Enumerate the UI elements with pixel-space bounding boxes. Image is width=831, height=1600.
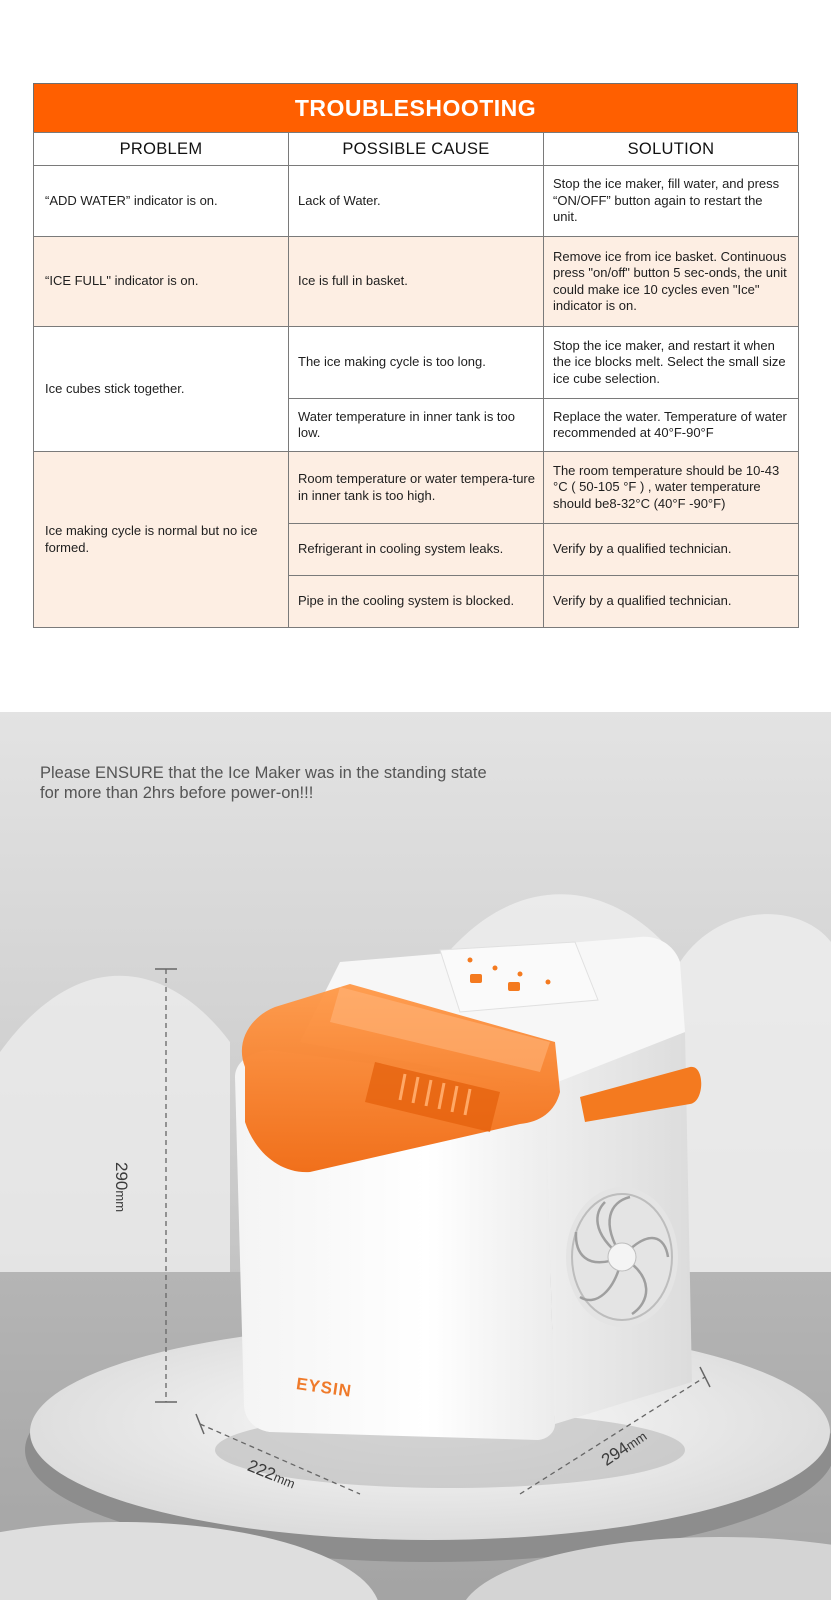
solution-cell: Remove ice from ice basket. Continuous press "on/off" button 5 sec-onds, the unit could make ice 10 cycles even "Ice" indicator is on. bbox=[544, 237, 799, 327]
solution-cell: Stop the ice maker, and restart it when the ice blocks melt. Select the small size ice cube selection. bbox=[544, 327, 799, 399]
troubleshooting-title: TROUBLESHOOTING bbox=[33, 83, 798, 132]
notice-line-2: for more than 2hrs before power-on!!! bbox=[40, 784, 314, 802]
ice-maker-illustration bbox=[0, 712, 831, 1600]
problem-cell: Ice cubes stick together. bbox=[34, 327, 289, 452]
solution-cell: The room temperature should be 10-43 °C ( 50-105 °F ) , water temperature should be8-32°C (40°F -90°F) bbox=[544, 452, 799, 524]
height-dimension-label bbox=[111, 1162, 131, 1212]
table-row bbox=[34, 237, 799, 327]
indicator-light-icon bbox=[518, 972, 523, 977]
notice-line-1: Please ENSURE that the Ice Maker was in the standing state bbox=[40, 764, 487, 782]
problem-cell: “ADD WATER” indicator is on. bbox=[34, 166, 289, 237]
cause-cell: Lack of Water. bbox=[289, 166, 544, 237]
header-possible-cause: POSSIBLE CAUSE bbox=[289, 133, 544, 166]
depth-unit: mm bbox=[623, 1428, 650, 1454]
control-button-icon bbox=[508, 982, 520, 991]
troubleshooting-section bbox=[33, 83, 798, 628]
indicator-light-icon bbox=[493, 966, 498, 971]
cause-cell: Pipe in the cooling system is blocked. bbox=[289, 576, 544, 628]
table-row bbox=[34, 452, 799, 524]
product-photo bbox=[0, 712, 831, 1600]
solution-cell: Replace the water. Temperature of water recommended at 40°F-90°F bbox=[544, 399, 799, 452]
solution-cell: Verify by a qualified technician. bbox=[544, 524, 799, 576]
control-panel bbox=[440, 942, 598, 1012]
height-value: 290 bbox=[112, 1162, 131, 1191]
header-problem: PROBLEM bbox=[34, 133, 289, 166]
troubleshooting-table bbox=[33, 132, 799, 628]
brand-logo: EYSIN bbox=[295, 1374, 354, 1401]
depth-value: 294 bbox=[598, 1438, 633, 1470]
indicator-light-icon bbox=[546, 980, 551, 985]
table-row bbox=[34, 166, 799, 237]
header-solution: SOLUTION bbox=[544, 133, 799, 166]
problem-cell: Ice making cycle is normal but no ice formed. bbox=[34, 452, 289, 628]
indicator-light-icon bbox=[468, 958, 473, 963]
width-value: 222 bbox=[244, 1456, 279, 1485]
cause-cell: The ice making cycle is too long. bbox=[289, 327, 544, 399]
width-unit: mm bbox=[271, 1469, 298, 1492]
table-row bbox=[34, 327, 799, 399]
height-unit: mm bbox=[113, 1190, 128, 1213]
cause-cell: Room temperature or water tempera-ture in inner tank is too high. bbox=[289, 452, 544, 524]
cause-cell: Refrigerant in cooling system leaks. bbox=[289, 524, 544, 576]
control-button-icon bbox=[470, 974, 482, 983]
solution-cell: Verify by a qualified technician. bbox=[544, 576, 799, 628]
table-header-row bbox=[34, 133, 799, 166]
cause-cell: Ice is full in basket. bbox=[289, 237, 544, 327]
backdrop-wave-left bbox=[0, 976, 230, 1272]
problem-cell: “ICE FULL" indicator is on. bbox=[34, 237, 289, 327]
cause-cell: Water temperature in inner tank is too low. bbox=[289, 399, 544, 452]
fan-vent-icon bbox=[566, 1187, 678, 1327]
standing-state-notice bbox=[40, 763, 560, 803]
solution-cell: Stop the ice maker, fill water, and press “ON/OFF” button again to restart the unit. bbox=[544, 166, 799, 237]
